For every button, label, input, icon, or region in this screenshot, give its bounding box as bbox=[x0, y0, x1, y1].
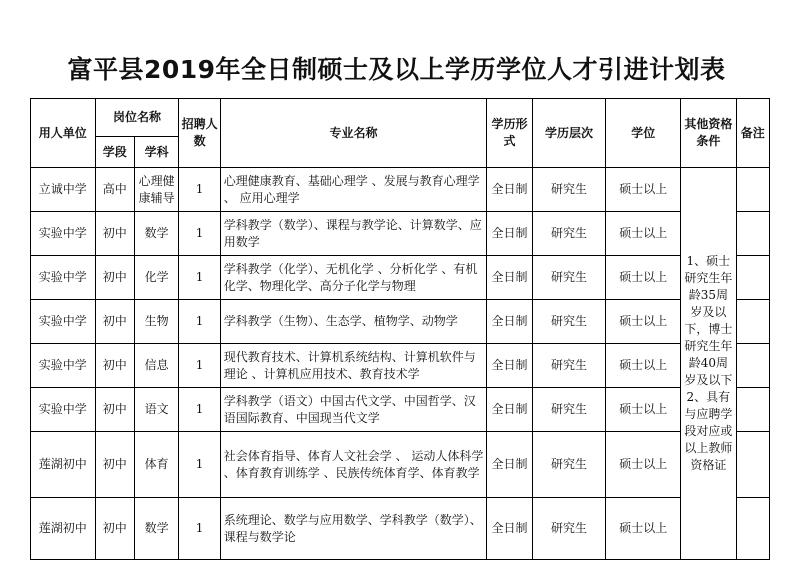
recruitment-plan-table bbox=[30, 98, 770, 560]
cell-subject: 化学 bbox=[134, 256, 178, 300]
cell-stage: 初中 bbox=[95, 212, 134, 256]
cell-count: 1 bbox=[179, 498, 220, 560]
cell-level: 研究生 bbox=[532, 300, 606, 344]
cell-form: 全日制 bbox=[487, 168, 532, 212]
cell-count: 1 bbox=[179, 168, 220, 212]
cell-degree: 硕士以上 bbox=[606, 168, 681, 212]
table-row bbox=[31, 300, 770, 344]
table-row bbox=[31, 432, 770, 498]
header-form: 学历形式 bbox=[487, 99, 532, 168]
cell-stage: 初中 bbox=[95, 256, 134, 300]
cell-unit: 实验中学 bbox=[31, 256, 96, 300]
cell-level: 研究生 bbox=[532, 212, 606, 256]
cell-remark bbox=[736, 388, 769, 432]
cell-degree: 硕士以上 bbox=[606, 432, 681, 498]
header-subject: 学科 bbox=[134, 137, 178, 168]
cell-degree: 硕士以上 bbox=[606, 256, 681, 300]
cell-form: 全日制 bbox=[487, 212, 532, 256]
header-degree: 学位 bbox=[606, 99, 681, 168]
cell-degree: 硕士以上 bbox=[606, 344, 681, 388]
cell-form: 全日制 bbox=[487, 388, 532, 432]
cell-remark bbox=[736, 300, 769, 344]
cell-major: 系统理论、数学与应用数学、学科教学（数学）、课程与数学论 bbox=[220, 498, 487, 560]
cell-count: 1 bbox=[179, 344, 220, 388]
header-stage: 学段 bbox=[95, 137, 134, 168]
cell-unit: 实验中学 bbox=[31, 212, 96, 256]
cell-degree: 硕士以上 bbox=[606, 300, 681, 344]
cell-count: 1 bbox=[179, 212, 220, 256]
cell-subject: 语文 bbox=[134, 388, 178, 432]
cell-major: 学科教学（语文）中国古代文学、中国哲学、汉语国际教育、中国现当代文学 bbox=[220, 388, 487, 432]
header-level: 学历层次 bbox=[532, 99, 606, 168]
header-position: 岗位名称 bbox=[95, 99, 179, 137]
cell-major: 学科教学（化学）、无机化学 、分析化学 、有机化学、物理化学、高分子化学与物理 bbox=[220, 256, 487, 300]
cell-subject: 信息 bbox=[134, 344, 178, 388]
cell-form: 全日制 bbox=[487, 498, 532, 560]
table-row bbox=[31, 344, 770, 388]
cell-unit: 莲湖初中 bbox=[31, 432, 96, 498]
cell-form: 全日制 bbox=[487, 432, 532, 498]
header-remark: 备注 bbox=[736, 99, 769, 168]
table-row bbox=[31, 388, 770, 432]
cell-level: 研究生 bbox=[532, 432, 606, 498]
cell-stage: 高中 bbox=[95, 168, 134, 212]
cell-level: 研究生 bbox=[532, 256, 606, 300]
header-major: 专业名称 bbox=[220, 99, 487, 168]
cell-remark bbox=[736, 256, 769, 300]
header-unit: 用人单位 bbox=[31, 99, 96, 168]
cell-stage: 初中 bbox=[95, 432, 134, 498]
page-title: 富平县2019年全日制硕士及以上学历学位人才引进计划表 bbox=[67, 55, 726, 84]
cell-level: 研究生 bbox=[532, 344, 606, 388]
cell-subject: 数学 bbox=[134, 498, 178, 560]
header-count: 招聘人数 bbox=[179, 99, 220, 168]
cell-unit: 实验中学 bbox=[31, 344, 96, 388]
cell-subject: 心理健康辅导 bbox=[134, 168, 178, 212]
cell-subject: 数学 bbox=[134, 212, 178, 256]
cell-stage: 初中 bbox=[95, 388, 134, 432]
cell-form: 全日制 bbox=[487, 300, 532, 344]
cell-remark bbox=[736, 344, 769, 388]
cell-degree: 硕士以上 bbox=[606, 388, 681, 432]
cell-count: 1 bbox=[179, 388, 220, 432]
cell-major: 学科教学（数学）、课程与教学论、计算数学、应用数学 bbox=[220, 212, 487, 256]
cell-level: 研究生 bbox=[532, 388, 606, 432]
cell-level: 研究生 bbox=[532, 498, 606, 560]
cell-stage: 初中 bbox=[95, 300, 134, 344]
cell-form: 全日制 bbox=[487, 256, 532, 300]
cell-stage: 初中 bbox=[95, 498, 134, 560]
cell-remark bbox=[736, 212, 769, 256]
cell-remark bbox=[736, 498, 769, 560]
cell-unit: 莲湖初中 bbox=[31, 498, 96, 560]
cell-count: 1 bbox=[179, 432, 220, 498]
cell-remark bbox=[736, 168, 769, 212]
cell-degree: 硕士以上 bbox=[606, 498, 681, 560]
cell-major: 社会体育指导、体育人文社会学 、 运动人体科学 、体育教育训练学 、民族传统体育学、体育教学 bbox=[220, 432, 487, 498]
cell-unit: 实验中学 bbox=[31, 388, 96, 432]
cell-other-conditions bbox=[681, 168, 737, 560]
cell-form: 全日制 bbox=[487, 344, 532, 388]
cell-level: 研究生 bbox=[532, 168, 606, 212]
cell-major: 现代教育技术、计算机系统结构、计算机软件与理论 、计算机应用技术、教育技术学 bbox=[220, 344, 487, 388]
cell-count: 1 bbox=[179, 256, 220, 300]
table-row bbox=[31, 498, 770, 560]
table-row bbox=[31, 212, 770, 256]
cell-unit: 立诚中学 bbox=[31, 168, 96, 212]
cell-unit: 实验中学 bbox=[31, 300, 96, 344]
cell-remark bbox=[736, 432, 769, 498]
other-conditions-text: 1、硕士研究生年龄35周岁及以下，博士研究生年龄40周岁及以下 2、具有与应聘学段对应或以上教师资格证 bbox=[684, 254, 733, 472]
table-row bbox=[31, 256, 770, 300]
cell-count: 1 bbox=[179, 300, 220, 344]
table-row bbox=[31, 168, 770, 212]
cell-degree: 硕士以上 bbox=[606, 212, 681, 256]
header-other: 其他资格条件 bbox=[681, 99, 737, 168]
cell-major: 心理健康教育、基础心理学 、发展与教育心理学 、 应用心理学 bbox=[220, 168, 487, 212]
cell-subject: 体育 bbox=[134, 432, 178, 498]
cell-subject: 生物 bbox=[134, 300, 178, 344]
cell-major: 学科教学（生物）、生态学、植物学、动物学 bbox=[220, 300, 487, 344]
cell-stage: 初中 bbox=[95, 344, 134, 388]
header-row-1 bbox=[31, 99, 770, 137]
